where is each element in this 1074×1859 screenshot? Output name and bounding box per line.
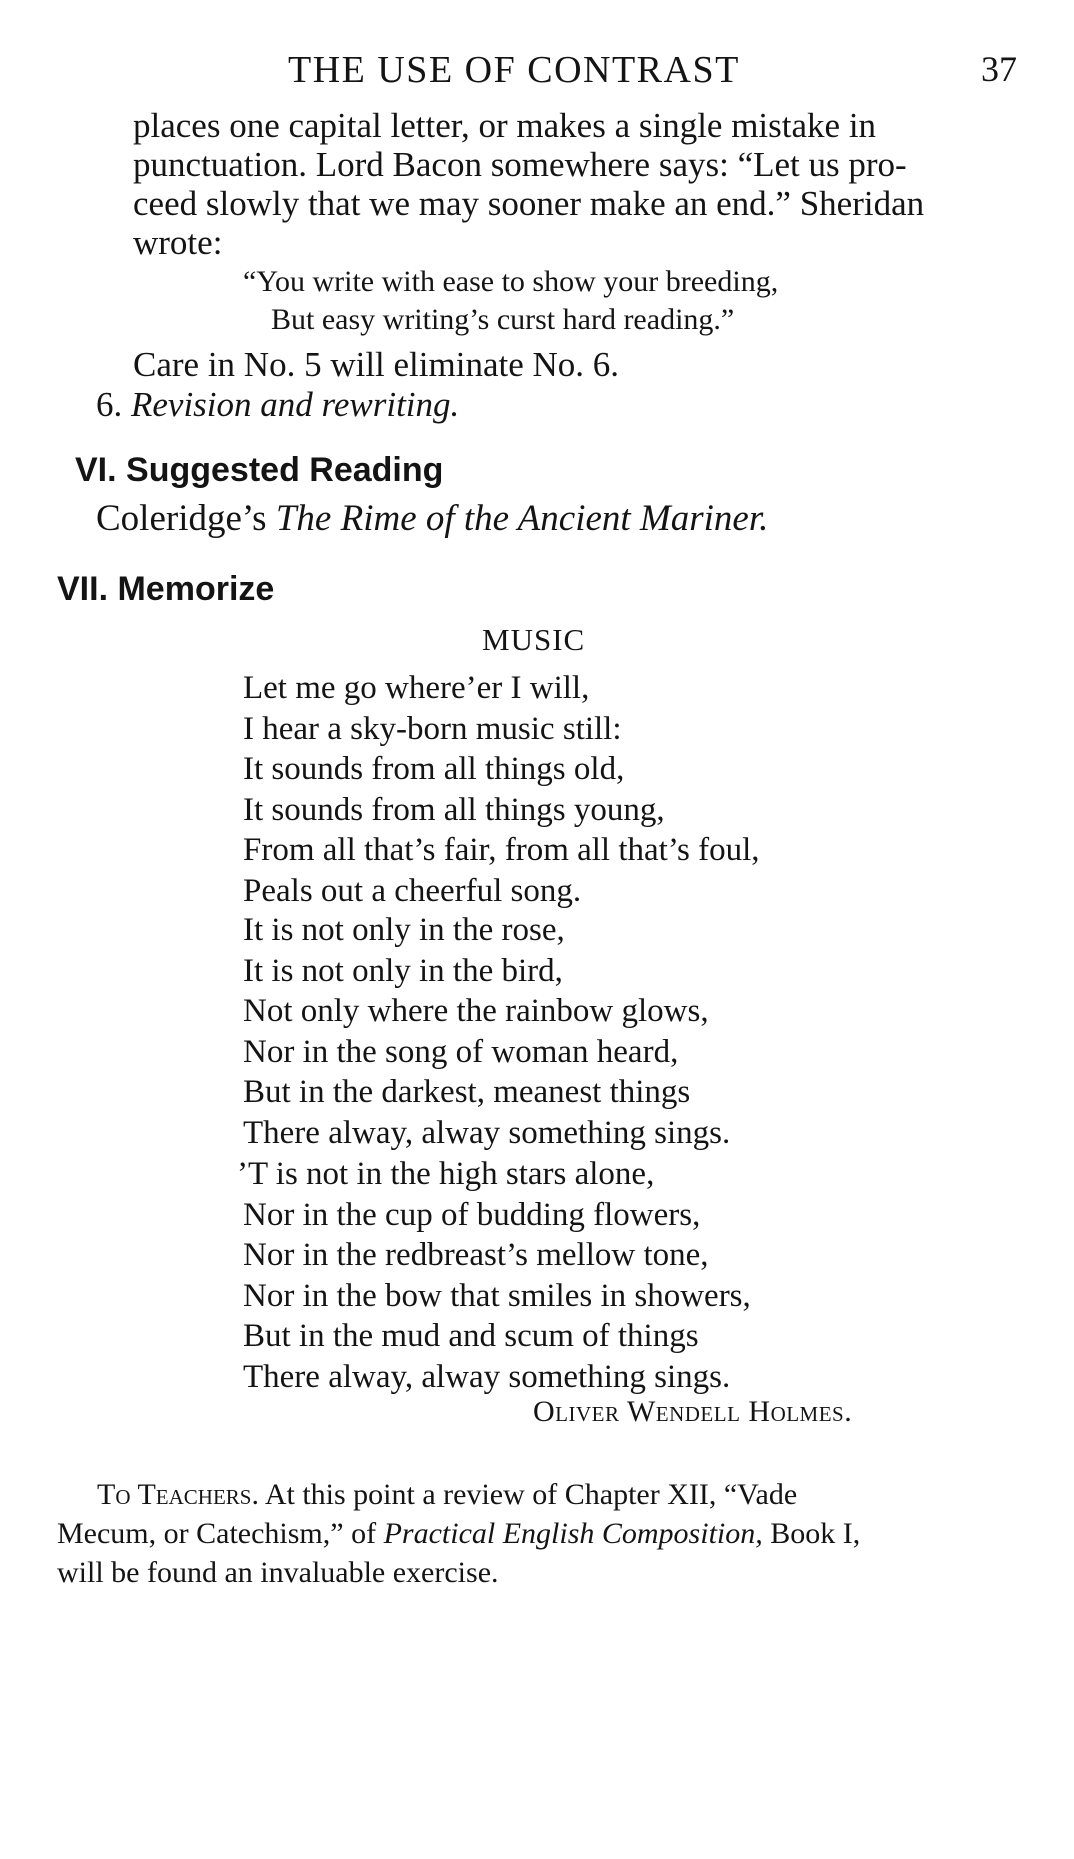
poem-stanza — [243, 910, 730, 1154]
note-label: To Teachers. — [97, 1478, 259, 1511]
poem-line: But in the darkest, meanest things — [243, 1074, 691, 1111]
poem-line: Not only where the rainbow glows, — [243, 993, 709, 1030]
quote-line: But easy writing’s curst hard reading.” — [271, 303, 735, 336]
poem-line: There alway, alway something sings. — [243, 1358, 731, 1395]
reading-author: Coleridge’s — [96, 498, 267, 539]
quote-line: “You write with ease to show your breeding, — [243, 265, 779, 298]
page-number: 37 — [981, 49, 1017, 89]
poem-line: Nor in the song of woman heard, — [243, 1033, 679, 1070]
text-line: wrote: — [133, 223, 223, 262]
poem-line: I hear a sky-born music still: — [243, 710, 622, 747]
poem-author: Oliver Wendell Holmes. — [533, 1395, 853, 1428]
step-6 — [96, 385, 459, 424]
note-line — [57, 1475, 860, 1514]
book-title: Practical English Composition, — [383, 1517, 763, 1550]
note-text: Book I, — [770, 1517, 861, 1550]
note-text: At this point a review of Chapter XII, “Vade — [264, 1478, 798, 1511]
suggested-reading — [96, 497, 768, 540]
section-7-heading — [57, 570, 274, 609]
intro-paragraph — [133, 106, 924, 262]
poem-stanza — [243, 668, 760, 912]
step-text: Revision and rewriting. — [131, 385, 460, 424]
poem-line: It is not only in the bird, — [243, 952, 563, 989]
poem-title: MUSIC — [482, 622, 586, 657]
running-head: THE USE OF CONTRAST — [288, 49, 740, 91]
poem-line: It sounds from all things young, — [243, 791, 665, 828]
reading-title: The Rime of the Ancient Mariner. — [275, 498, 769, 539]
poem-line: From all that’s fair, from all that’s foul, — [243, 832, 760, 869]
poem-line: Let me go where’er I will, — [243, 670, 590, 706]
section-6-heading — [75, 451, 443, 490]
section-numeral: VI. — [75, 451, 117, 489]
section-title: Suggested Reading — [126, 451, 444, 489]
step-number: 6. — [96, 385, 123, 424]
page-header — [0, 48, 1074, 98]
poem-line: Nor in the cup of budding flowers, — [243, 1196, 701, 1233]
teachers-note — [57, 1475, 860, 1592]
poem-line: It is not only in the rose, — [243, 912, 565, 948]
poem-line: Peals out a cheerful song. — [243, 872, 582, 909]
poem-stanza — [237, 1154, 751, 1398]
note-text: Mecum, or Catechism,” of — [57, 1517, 377, 1550]
poem-line: Nor in the redbreast’s mellow tone, — [243, 1237, 709, 1274]
poem-line: Nor in the bow that smiles in showers, — [243, 1277, 751, 1314]
sheridan-quote — [243, 263, 778, 339]
poem-line: ’T is not in the high stars alone, — [237, 1156, 655, 1192]
text-line: punctuation. Lord Bacon somewhere says: “Let us pro- — [133, 145, 907, 184]
care-line: Care in No. 5 will eliminate No. 6. — [133, 345, 620, 384]
text-line: places one capital letter, or makes a single mistake in — [133, 106, 877, 145]
poem-line: It sounds from all things old, — [243, 751, 625, 788]
section-numeral: VII. — [57, 570, 109, 608]
text-line: ceed slowly that we may sooner make an end.” Sheridan — [133, 184, 925, 223]
section-title: Memorize — [117, 570, 275, 608]
poem-line: There alway, alway something sings. — [243, 1114, 731, 1151]
note-line: will be found an invaluable exercise. — [57, 1556, 499, 1589]
note-line — [57, 1514, 860, 1553]
poem-line: But in the mud and scum of things — [243, 1318, 699, 1355]
